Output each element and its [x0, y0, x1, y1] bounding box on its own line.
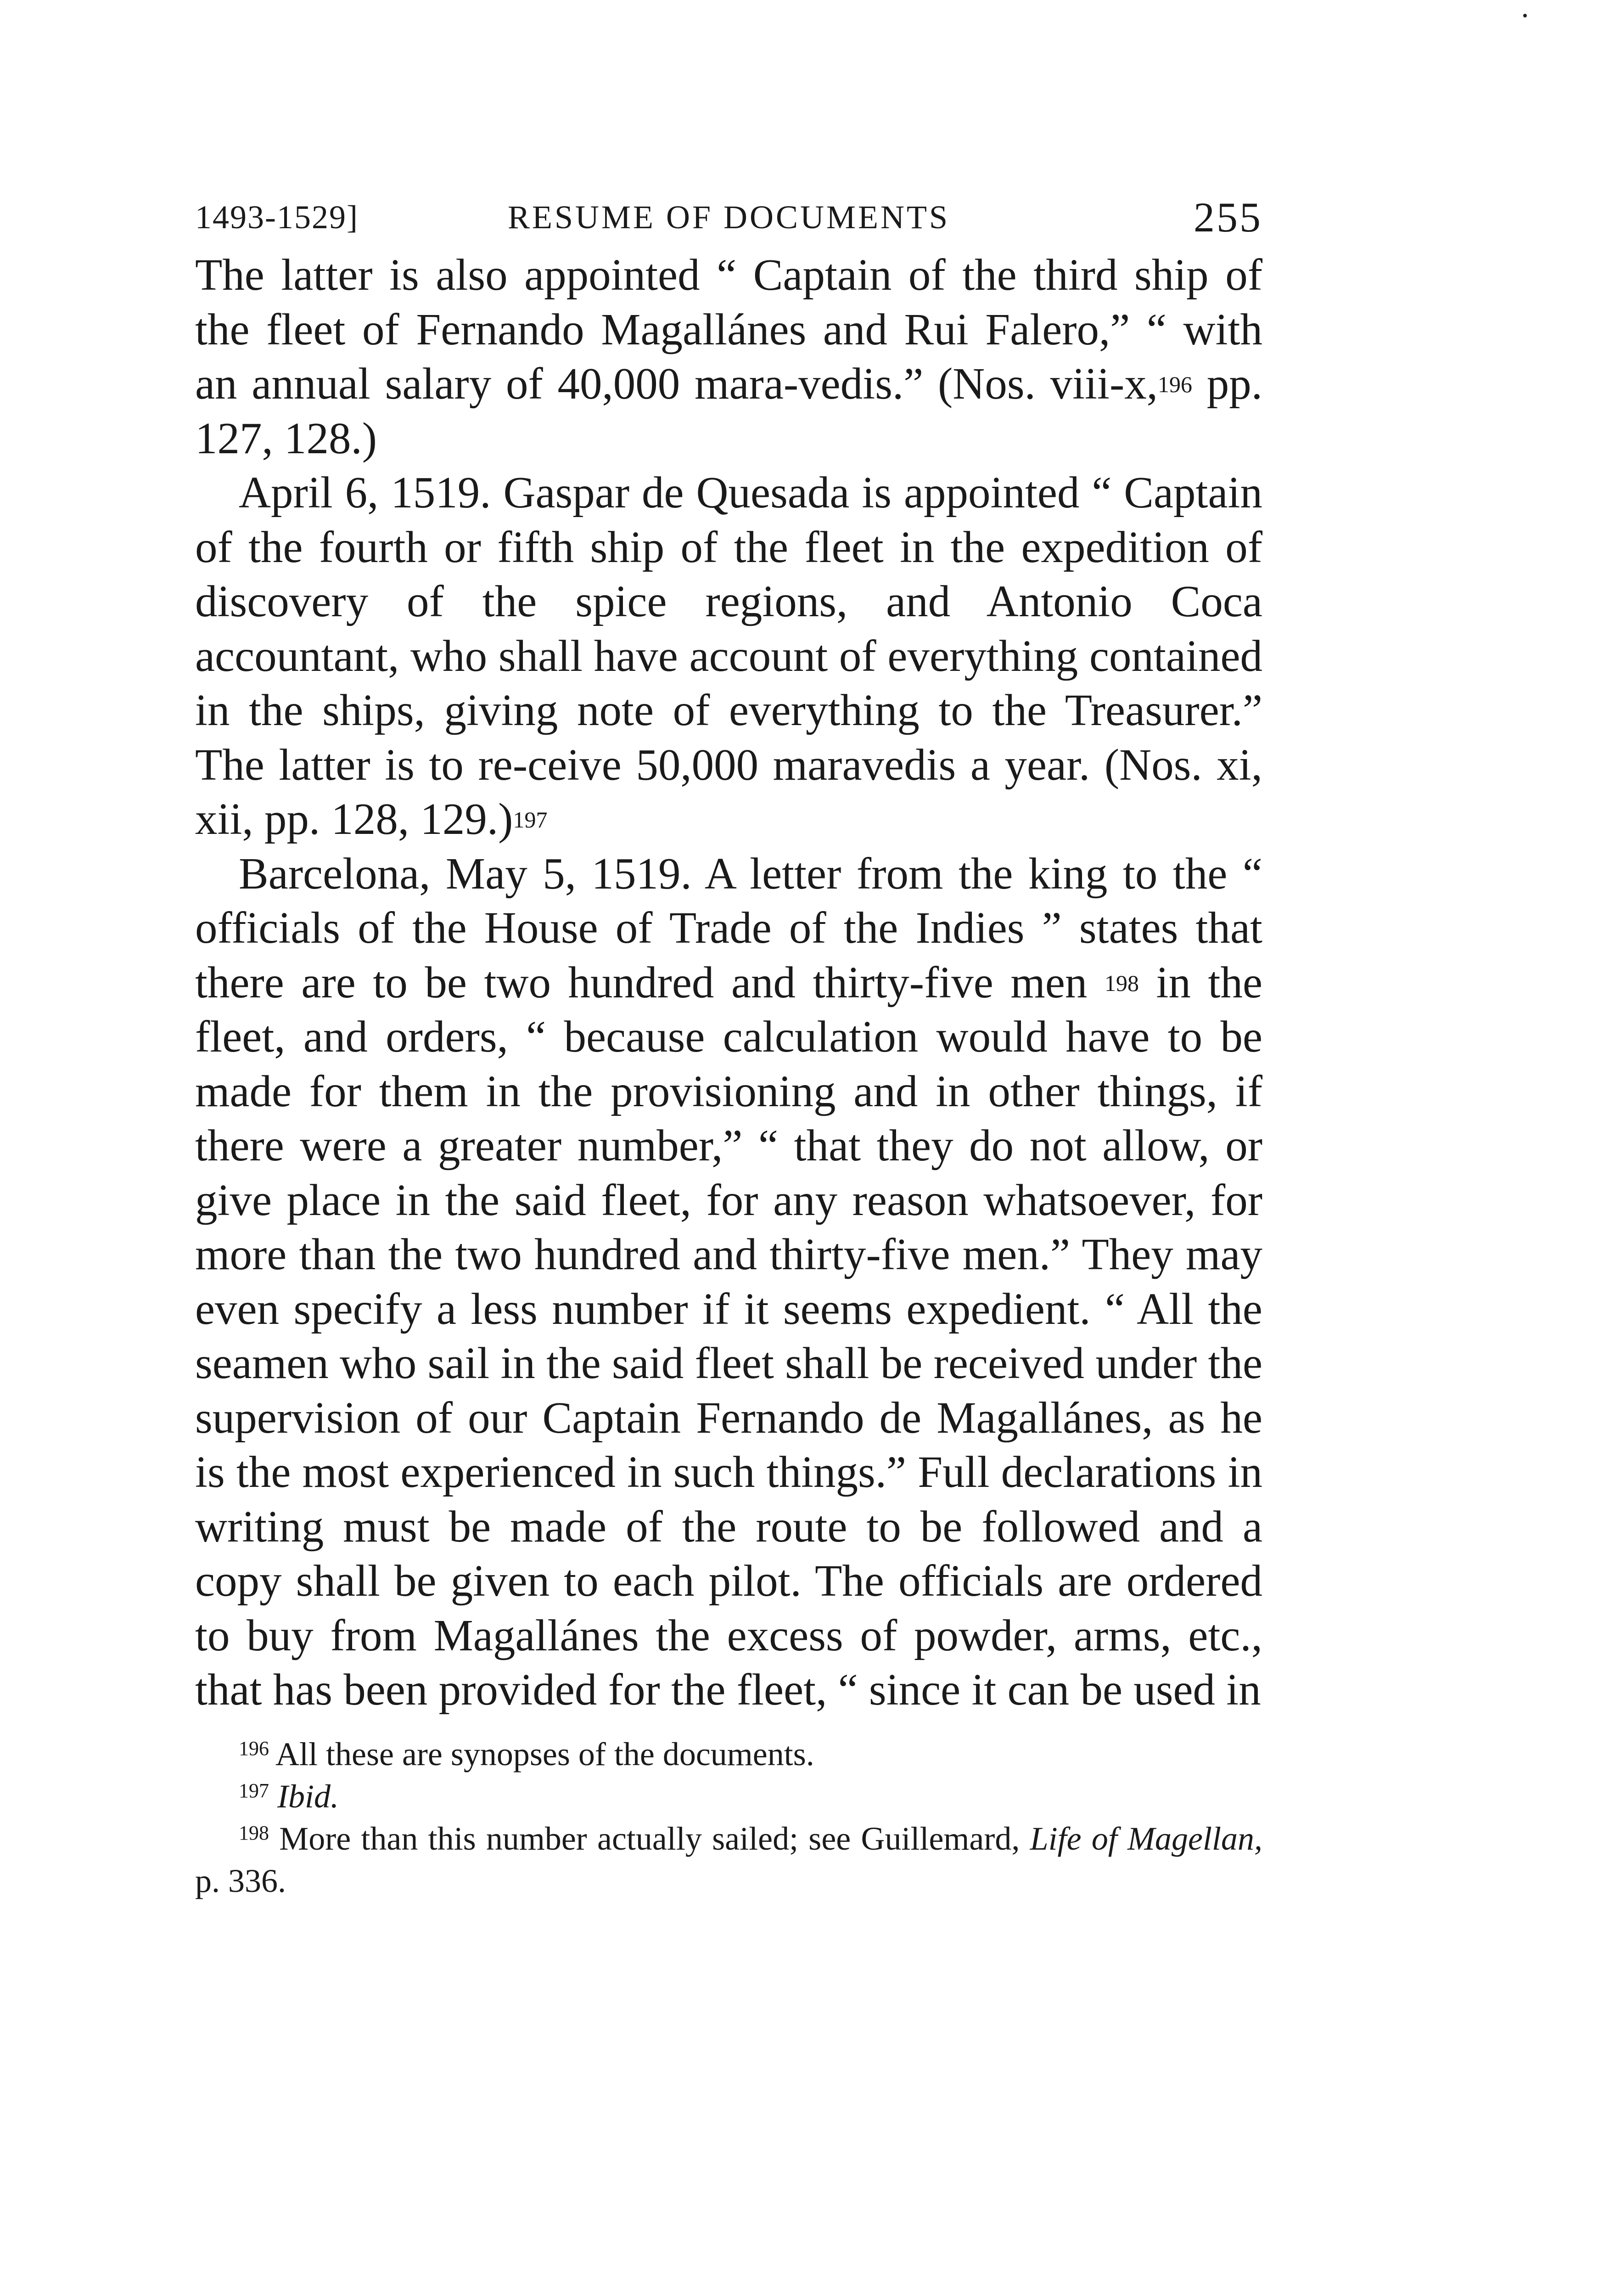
footnote-text-a: More than this number actually sailed; see Guillemard,: [269, 1820, 1030, 1857]
footnote-text: Ibid.: [277, 1778, 339, 1815]
paragraph-2-text: April 6, 1519. Gaspar de Quesada is appointed “ Captain of the fourth or fifth ship of the fleet in the expedition of discovery of the spice regions, and Antonio Coca accountant, who shall have account of everything contained in the ships, giving note of everything to the Treasurer.” The latter is to re-ceive 50,000 maravedis a year. (Nos. xi, xii, pp. 128, 129.): [195, 468, 1262, 844]
footnote-197: [195, 1775, 1262, 1818]
footnote-ref-196: 196: [1158, 371, 1192, 397]
paragraph-1-text-a: The latter is also appointed “ Captain of the third ship of the fleet of Fernando Magallánes and Rui Falero,” “ with an annual salary of 40,000 mara-vedis.” (Nos. viii-x,: [195, 250, 1262, 408]
header-years: 1493-1529]: [195, 199, 359, 236]
footnote-book-title: Life of Magellan,: [1030, 1820, 1263, 1857]
footnote-number: 196: [239, 1737, 269, 1760]
footnote-text-b: p. 336.: [195, 1862, 286, 1899]
footnote-ref-198: 198: [1104, 970, 1139, 996]
footnote-198: [195, 1818, 1262, 1902]
paragraph-1-text-b: pp. 127, 128.): [195, 359, 1263, 463]
footnote-number: 198: [239, 1821, 269, 1844]
header-title: RESUME OF DOCUMENTS: [507, 199, 950, 236]
footnotes: [195, 1733, 1262, 1902]
footnote-ref-197: 197: [513, 807, 548, 833]
footnote-number: 197: [239, 1779, 269, 1802]
paragraph-2: [195, 466, 1262, 847]
document-page: [195, 193, 1262, 1902]
page-speck: [1523, 14, 1527, 17]
paragraph-1: [195, 248, 1262, 466]
footnote-text: All these are synopses of the documents.: [269, 1735, 814, 1773]
page-number: 255: [1194, 194, 1262, 241]
paragraph-3-text-b: in the fleet, and orders, “ because calculation would have to be made for them in the provisioning and in other things, if there were a greater number,” “ that they do not allow, or give place in the said fleet, for any reason whatsoever, for more than the two hundred and thirty-five men.” They may even specify a less number if it seems expedient. “ All the seamen who sail in the said fleet shall be received under the supervision of our Captain Fernando de Magallánes, as he is the most experienced in such things.” Full declarations in writing must be made of the route to be followed and a copy shall be given to each pilot. The officials are ordered to buy from Magallánes the excess of powder, arms, etc., that has been provided for the fleet, “ since it can be used in: [195, 957, 1263, 1714]
footnote-196: [195, 1733, 1262, 1775]
running-head: [195, 193, 1262, 248]
body-text: [195, 248, 1262, 1717]
paragraph-3: [195, 847, 1262, 1717]
paragraph-3-text-a: Barcelona, May 5, 1519. A letter from the king to the “ officials of the House of Trade of the Indies ” states that there are to be two hundred and thirty-five men: [195, 849, 1262, 1007]
